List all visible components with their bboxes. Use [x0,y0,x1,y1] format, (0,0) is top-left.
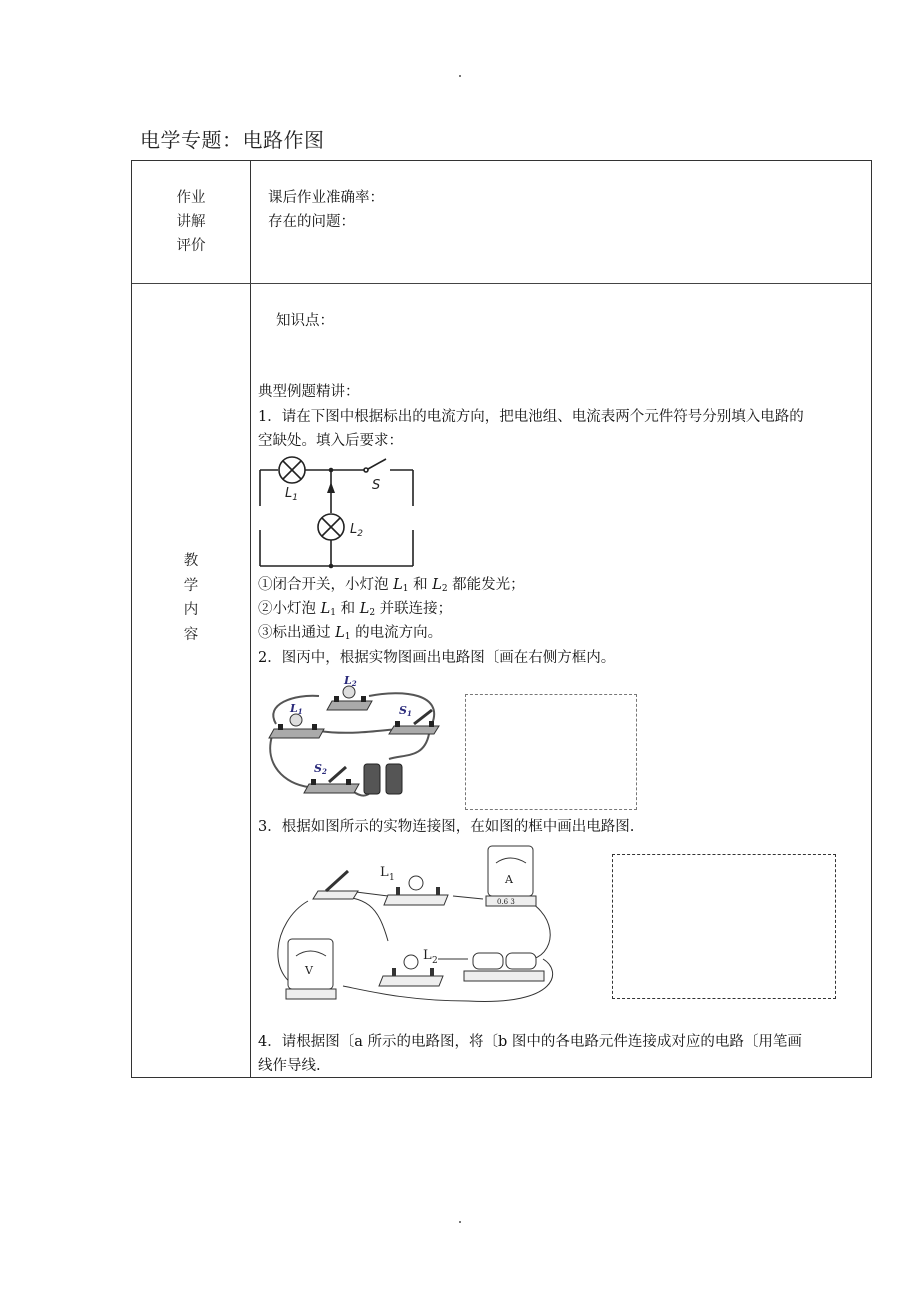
q3-text: 3．根据如图所示的实物连接图，在如图的框中画出电路图. [258,819,635,835]
page-marker-bottom [459,1221,461,1223]
row2-label: 教 学 内 容 [183,553,199,643]
page-marker-top [459,75,461,77]
q3-physical-circuit-image [268,841,568,1016]
q4-text-line2: 线作导线. [258,1058,321,1074]
svg-text:A: A [505,873,513,886]
svg-text:L: L [423,948,432,963]
lesson-table [131,160,872,1078]
q1-requirement-2: ②小灯泡 $L_1$ 和 $L_2$ 并联连接； [258,601,453,618]
page-title: 电学专题：电路作图 [140,128,325,152]
knowledge-points-heading: 知识点： [276,313,334,329]
q3-answer-box[interactable] [612,854,836,999]
row1-label: 作业 讲解 评价 [176,190,206,254]
svg-text:S2: S2 [314,762,327,776]
existing-problems-label: 存在的问题： [268,214,355,230]
svg-text:0.6 3: 0.6 3 [497,898,515,906]
svg-text:L2: L2 [344,674,357,688]
svg-text:L2: $L_2$ [350,522,363,539]
q2-text: 2．图丙中，根据实物图画出电路图〔画在右侧方框内。 [258,650,616,666]
q1-requirement-1: ①闭合开关，小灯泡 $L_1$ 和 $L_2$ 都能发光； [258,577,525,594]
column-divider [250,161,251,1077]
svg-text:S: S [372,478,381,493]
q2-physical-circuit-image [264,674,439,804]
svg-text:L1: $L_1$ [285,486,298,503]
svg-text:S1: S1 [399,704,412,718]
homework-accuracy-label: 课后作业准确率： [268,190,384,206]
examples-heading: 典型例题精讲： [258,384,360,400]
q1-circuit-diagram [258,456,418,571]
q1-text-line1: 1．请在下图中根据标出的电流方向，把电池组、电流表两个元件符号分别填入电路的 [258,409,804,425]
svg-text:2: 2 [432,956,438,966]
svg-text:L: L [380,865,389,880]
svg-text:V: V [305,964,313,977]
q2-answer-box[interactable] [465,694,637,810]
q1-text-line2: 空缺处。填入后要求： [258,433,403,449]
row-divider [132,283,871,284]
svg-text:1: 1 [389,873,395,883]
q1-requirement-3: ③标出通过 $L_1$ 的电流方向。 [258,625,443,642]
q4-text-line1: 4．请根据图〔a 所示的电路图，将〔b 图中的各电路元件连接成对应的电路〔用笔画 [258,1034,802,1050]
svg-text:L1: L1 [290,702,303,716]
